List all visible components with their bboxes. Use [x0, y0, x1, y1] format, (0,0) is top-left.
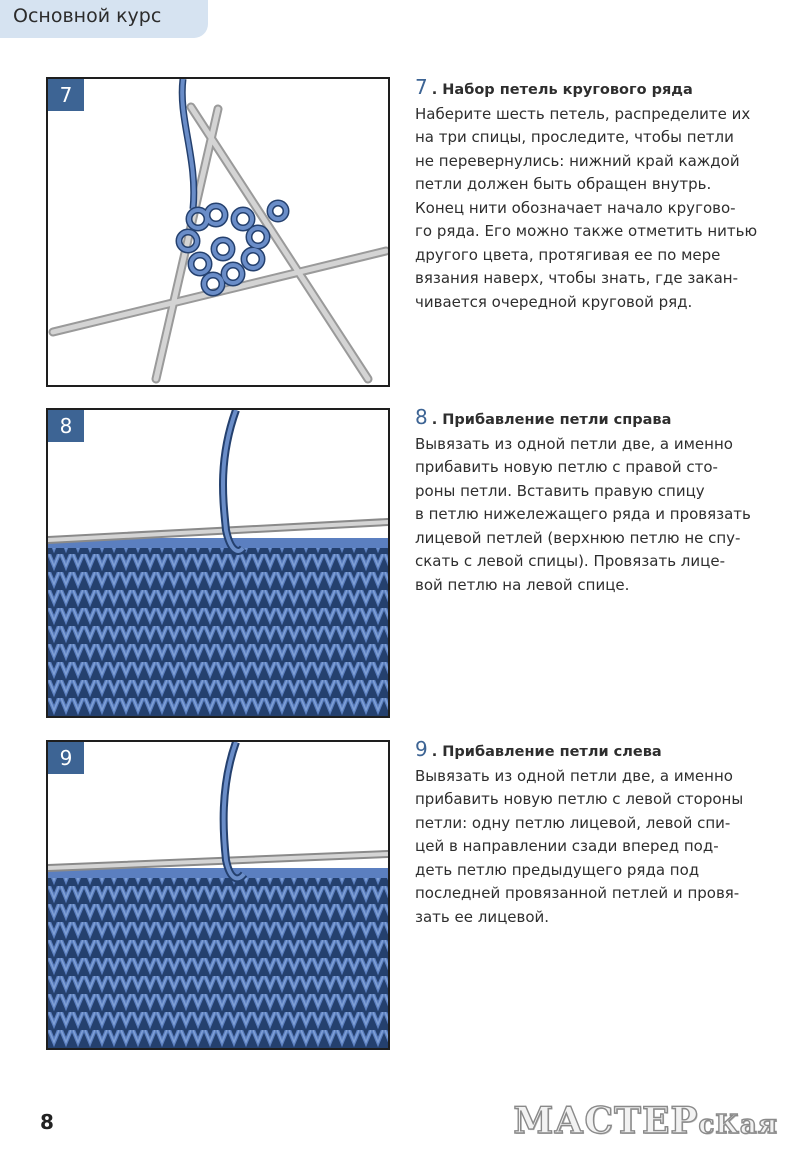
figure-8-panel	[46, 408, 390, 718]
knit-fabric	[48, 870, 388, 1048]
figure-7-illustration	[48, 79, 388, 385]
figure-7-panel	[46, 77, 390, 387]
step-7-line: на три спицы, проследите, чтобы петли	[415, 128, 734, 146]
step-8-number: 8	[415, 405, 428, 429]
figure-9-illustration	[48, 742, 388, 1048]
step-7-line: Конец нити обозначает начало кругово-	[415, 198, 736, 217]
step-9-line: прибавить новую петлю с левой стороны	[415, 790, 744, 808]
step-9-line: Вывязать из одной петли две, а именно	[415, 766, 733, 785]
step-7-title: 7 . Набор петель кругового ряда	[415, 75, 693, 99]
watermark-suffix: сКая	[698, 1110, 778, 1140]
step-9-number: 9	[415, 737, 428, 761]
knit-fabric	[48, 540, 388, 716]
step-9-line: зать ее лицевой.	[415, 907, 550, 926]
step-9-text	[415, 738, 775, 929]
step-7-line: петли должен быть обращен внутрь.	[415, 175, 712, 193]
step-8-line: роны петли. Вставить правую спицу	[415, 481, 705, 500]
step-7-line: другого цвета, протягивая ее по мере	[415, 245, 721, 264]
step-9-title-text: Прибавление петли слева	[442, 744, 662, 760]
step-8-text	[415, 406, 775, 597]
step-8-line: скать с левой спицы). Провязать лице-	[415, 552, 725, 570]
watermark-main: МАСТЕР	[513, 1100, 699, 1142]
figure-9-badge: 9	[48, 742, 84, 774]
section-header-tab	[0, 0, 208, 38]
step-9-line: цей в направлении сзади вперед под-	[415, 837, 719, 855]
step-7-line: вязания наверх, чтобы знать, где закан-	[415, 269, 738, 287]
figure-8-badge: 8	[48, 410, 84, 442]
step-7-line: го ряда. Его можно также отметить нитью	[415, 222, 758, 240]
step-8-line: Вывязать из одной петли две, а именно	[415, 434, 733, 453]
figure-8-illustration	[48, 410, 388, 716]
step-9-title: 9 . Прибавление петли слева	[415, 737, 662, 761]
figure-7-badge: 7	[48, 79, 84, 111]
step-8-title-text: Прибавление петли справа	[442, 412, 672, 428]
watermark-logo	[513, 1100, 778, 1142]
step-7-line: не перевернулись: нижний край каждой	[415, 151, 740, 170]
step-9-line: последней провязанной петлей и провя-	[415, 884, 740, 902]
step-8-title: 8 . Прибавление петли справа	[415, 405, 672, 429]
step-9-line: петли: одну петлю лицевой, левой спи-	[415, 813, 731, 832]
step-7-number: 7	[415, 75, 428, 99]
step-9-line: деть петлю предыдущего ряда под	[415, 860, 700, 879]
section-title: Основной курс	[13, 5, 162, 27]
figure-9-panel	[46, 740, 390, 1050]
step-8-line: в петлю нижележащего ряда и провязать	[415, 505, 751, 523]
step-7-text	[415, 76, 775, 314]
step-8-line: прибавить новую петлю с правой сто-	[415, 458, 718, 476]
step-7-line: Наберите шесть петель, распределите их	[415, 104, 751, 123]
step-8-line: лицевой петлей (верхнюю петлю не спу-	[415, 528, 741, 547]
step-7-title-text: Набор петель кругового ряда	[442, 82, 693, 98]
step-8-line: вой петлю на левой спице.	[415, 575, 630, 594]
page-number: 8	[40, 1110, 54, 1134]
step-7-line: чивается очередной круговой ряд.	[415, 292, 693, 311]
